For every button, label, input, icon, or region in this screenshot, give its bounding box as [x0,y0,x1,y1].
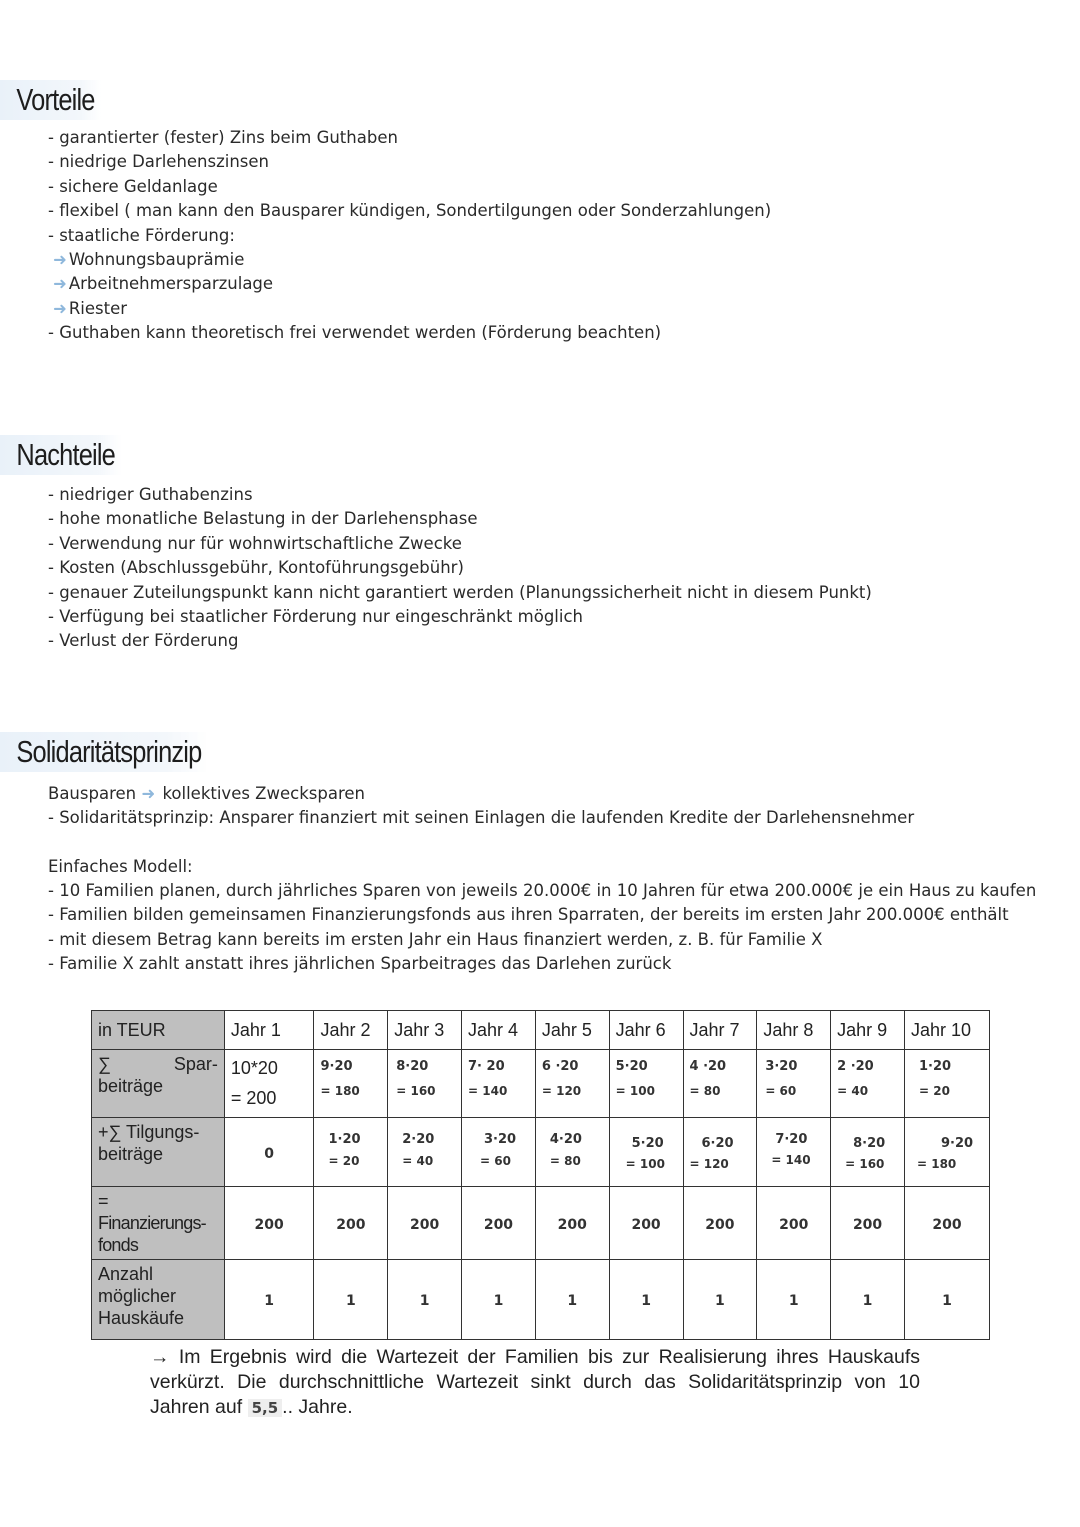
nachteile-list [48,483,872,654]
list-subitem: ➜ Arbeitnehmersparzulage [53,274,274,294]
table-cell: 1 [462,1260,536,1340]
vorteile-list [48,126,771,346]
table-header-year: Jahr 10 [904,1011,989,1050]
model-item: - Familien bilden gemeinsamen Finanzierungsfonds aus ihren Sparraten, der bereits im ersten Jahr 200.000€ enthält [48,905,1009,924]
table-cell: 0 [224,1118,314,1187]
table-cell: 5·20 = 100 [609,1118,683,1187]
arrow-right-icon: ➜ [53,298,67,318]
table-header-year: Jahr 1 [224,1011,314,1050]
heading-solidaritaetsprinzip: Solidaritätsprinzip [0,732,208,772]
table-header-year: Jahr 4 [462,1011,536,1050]
table-cell: 1 [314,1260,388,1340]
table-cell: 4 ·20 = 80 [683,1050,757,1118]
list-item: - garantierter (fester) Zins beim Guthaben [48,128,398,147]
table-cell: 200 [609,1187,683,1260]
table-cell: 3·20 = 60 [757,1050,831,1118]
list-item: - sichere Geldanlage [48,176,218,196]
arrow-right-icon: ➜ [53,250,67,270]
table-header-year: Jahr 3 [388,1011,462,1050]
heading-nachteile: Nachteile [0,435,122,475]
list-item: - genauer Zuteilungspunkt kann nicht garantiert werden (Planungssicherheit nicht in diesem Punkt) [48,582,872,602]
table-header-year: Jahr 5 [535,1011,609,1050]
table-header-row [92,1011,990,1050]
table-cell: 1 [683,1260,757,1340]
row-label-sparbeitraege: ∑ Spar- beiträge [92,1050,225,1118]
list-item: - flexibel ( man kann den Bausparer kündigen, Sondertilgungen oder Sonderzahlungen) [48,201,772,221]
table-cell: 1 [224,1260,314,1340]
table-cell: 6·20 = 120 [683,1118,757,1187]
table-cell: 1 [609,1260,683,1340]
table-header-year: Jahr 2 [314,1011,388,1050]
list-item: - niedriger Guthabenzins [48,485,253,504]
model-title: Einfaches Modell: [48,857,193,876]
list-subitem: ➜ Riester [53,298,128,318]
conclusion-text: → Im Ergebnis wird die Wartezeit der Familien bis zur Realisierung ihres Hauskaufs verkürzt. Die durchschnittliche Wartezeit sinkt durch das Solidaritätsprinzip von 10 Jahren auf 5,5 .. Jahre. [150,1346,921,1418]
table-cell: 1 [757,1260,831,1340]
table-cell: 7·20 = 140 [757,1118,831,1187]
heading-vorteile: Vorteile [0,80,101,120]
table-cell: 1·20 = 20 [904,1050,989,1118]
table-cell: 200 [462,1187,536,1260]
table-cell: 1 [831,1260,905,1340]
arrow-right-icon: ➜ [141,784,156,803]
list-item: - hohe monatliche Belastung in der Darlehensphase [48,509,478,529]
handwritten-answer: 5,5 [248,1399,283,1417]
table-row-finanzierungsfonds [92,1187,990,1260]
table-cell: 5·20 = 100 [609,1050,683,1118]
table-header-year: Jahr 9 [831,1011,905,1050]
table-cell: 8·20 = 160 [831,1118,905,1187]
table-cell: 6 ·20 = 120 [535,1050,609,1118]
table-cell: 9·20 = 180 [314,1050,388,1118]
table-cell: 2 ·20 = 40 [831,1050,905,1118]
list-item: - Verfügung bei staatlicher Förderung nur eingeschränkt möglich [48,607,583,627]
table-row-anzahl [92,1260,990,1340]
table-cell: 200 [683,1187,757,1260]
table-corner: in TEUR [92,1011,225,1050]
table-cell: 200 [904,1187,989,1260]
model-item: - 10 Familien planen, durch jährliches Sparen von jeweils 20.000€ in 10 Jahren für etwa 200.000€ je ein Haus zu kaufen [48,881,1037,900]
model-item: - mit diesem Betrag kann bereits im ersten Jahr ein Haus finanziert werden, z. B. für Familie X [48,930,823,949]
list-item: - Kosten (Abschlussgebühr, Kontoführungsgebühr) [48,558,464,578]
table-cell: 2·20 = 40 [388,1118,462,1187]
table-cell: 200 [831,1187,905,1260]
table-row-sparbeitraege [92,1050,990,1118]
table-cell: 200 [314,1187,388,1260]
list-item: - staatliche Förderung: [48,225,235,245]
table-cell: 9·20 = 180 [904,1118,989,1187]
row-label-tilgungsbeitraege: +∑ Tilgungs- beiträge [92,1118,225,1187]
table-cell: 7· 20 = 140 [462,1050,536,1118]
list-item: - Verlust der Förderung [48,631,239,651]
solidaritaet-definition: - Solidaritätsprinzip: Ansparer finanziert mit seinen Einlagen die laufenden Kredite der Darlehensnehmer [48,808,915,827]
bausparen-line: Bausparen ➜ kollektives Zwecksparen [48,784,365,803]
arrow-right-icon: → [150,1346,170,1368]
list-item: - Verwendung nur für wohnwirtschaftliche Zwecke [48,533,462,553]
bauspar-table [91,1010,990,1340]
table-header-year: Jahr 7 [683,1011,757,1050]
table-cell: 200 [757,1187,831,1260]
table-cell: 200 [388,1187,462,1260]
table-cell: 200 [535,1187,609,1260]
table-row-tilgungsbeitraege [92,1118,990,1187]
table-cell: 3·20 = 60 [462,1118,536,1187]
arrow-right-icon: ➜ [53,274,67,294]
table-header-year: Jahr 6 [609,1011,683,1050]
table-cell: 8·20 = 160 [388,1050,462,1118]
table-cell: 10*20 = 200 [224,1050,314,1118]
row-label-finanzierungsfonds: = Finanzierungs- fonds [92,1187,225,1260]
row-label-anzahl: Anzahl möglicher Hauskäufe [92,1260,225,1340]
table-header-year: Jahr 8 [757,1011,831,1050]
model-item: - Familie X zahlt anstatt ihres jährlichen Sparbeitrages das Darlehen zurück [48,954,672,973]
table-cell: 200 [224,1187,314,1260]
list-item: - niedrige Darlehenszinsen [48,152,270,172]
list-subitem: ➜ Wohnungsbauprämie [53,250,245,270]
table-cell: 1 [904,1260,989,1340]
table-cell: 1 [535,1260,609,1340]
list-item: - Guthaben kann theoretisch frei verwendet werden (Förderung beachten) [48,323,662,343]
table-cell: 4·20 = 80 [535,1118,609,1187]
table-cell: 1 [388,1260,462,1340]
table-cell: 1·20 = 20 [314,1118,388,1187]
